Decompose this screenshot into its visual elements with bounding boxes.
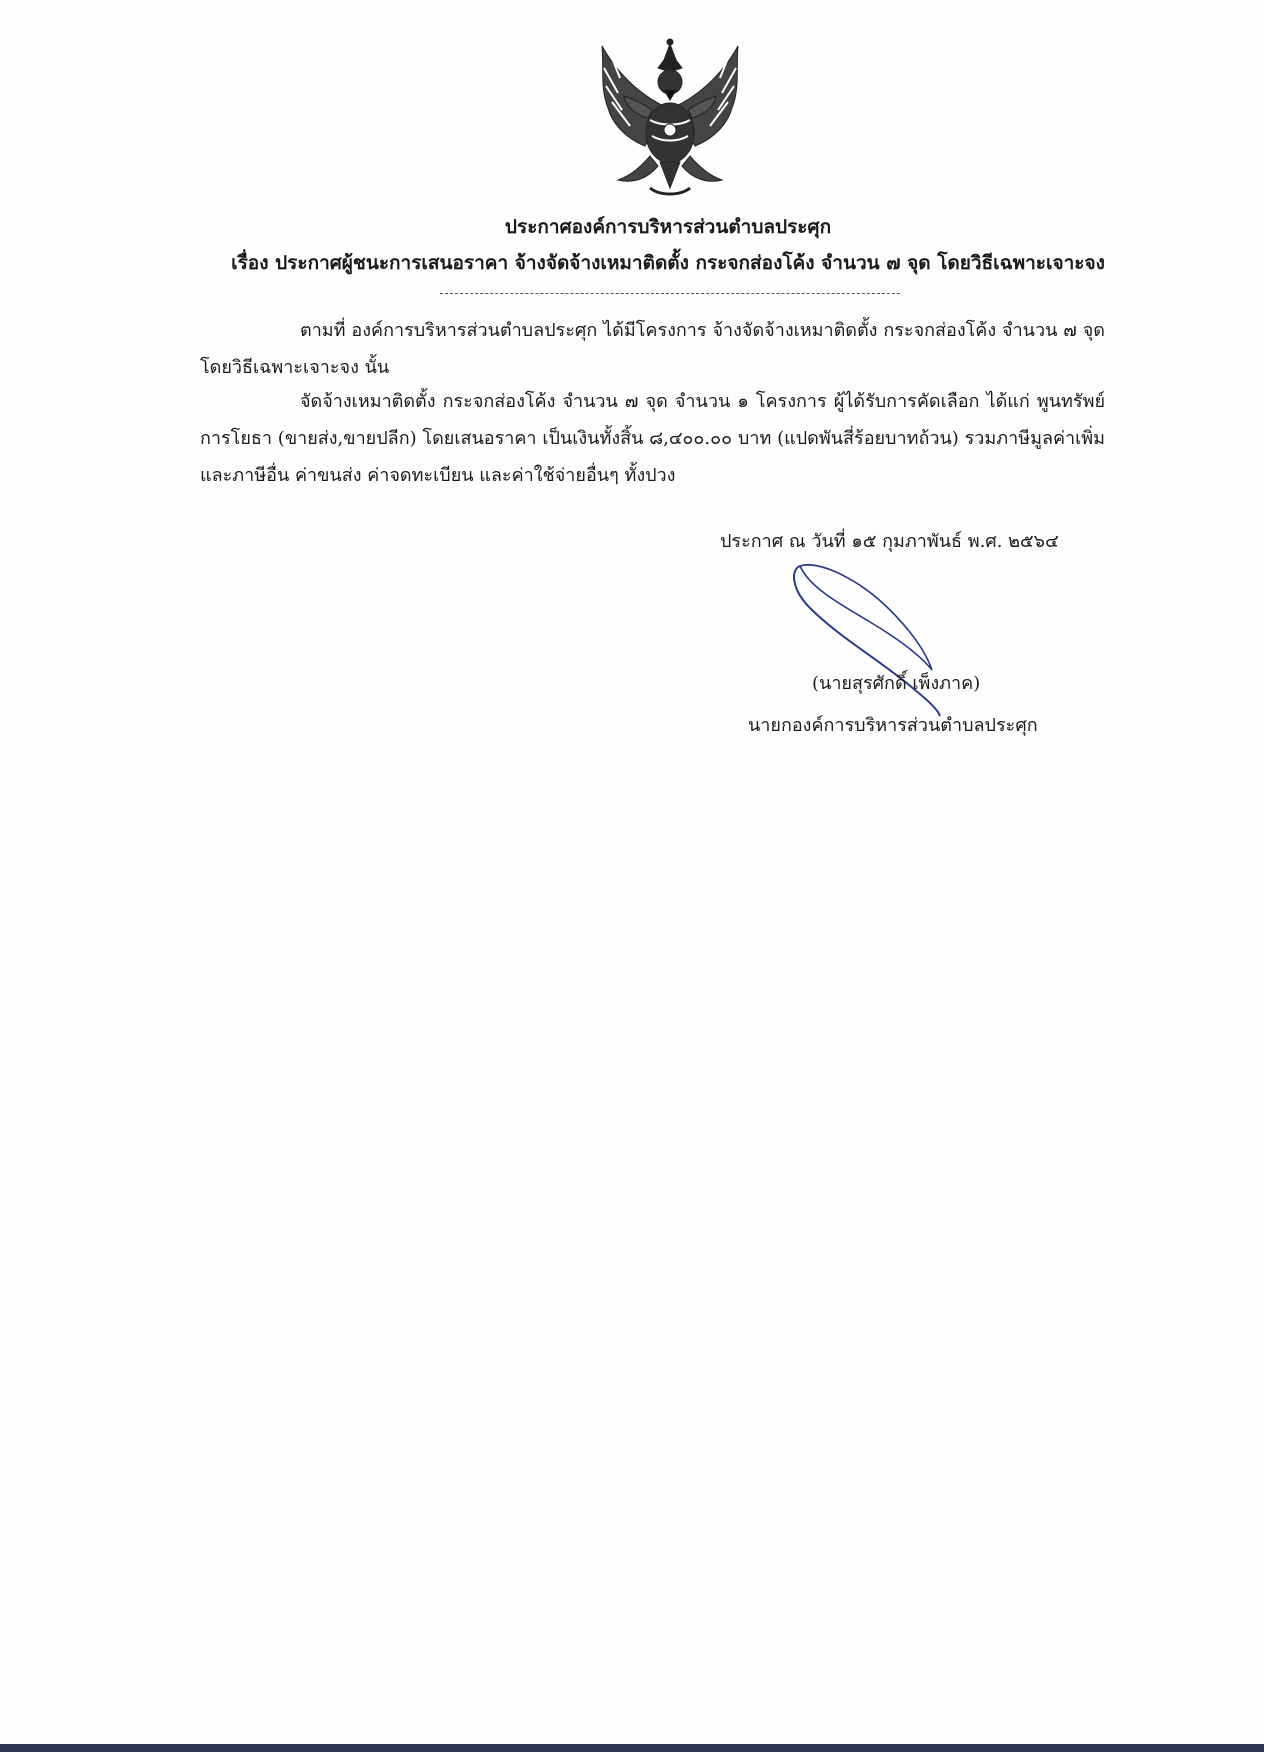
announcement-date: ประกาศ ณ วันที่ ๑๕ กุมภาพันธ์ พ.ศ. ๒๕๖๔ <box>720 531 1059 552</box>
paragraph-intro: ตามที่ องค์การบริหารส่วนตำบลประศุก ได้มีโครงการ จ้างจัดจ้างเหมาติดตั้ง กระจกส่องโค้ง จำนวน ๗ จุด โดยวิธีเฉพาะเจาะจง นั้น <box>200 320 1105 378</box>
garuda-emblem-icon <box>590 38 750 203</box>
document-subject: เรื่อง ประกาศผู้ชนะการเสนอราคา จ้างจัดจ้างเหมาติดตั้ง กระจกส่องโค้ง จำนวน ๗ จุด โดยวิธีเฉพาะเจาะจง <box>231 252 1105 274</box>
paragraph-award: จัดจ้างเหมาติดตั้ง กระจกส่องโค้ง จำนวน ๗ จุด จำนวน ๑ โครงการ ผู้ได้รับการคัดเลือก ได้แก่ พูนทรัพย์ การโยธา (ขายส่ง,ขายปลีก) โดยเสนอราคา เป็นเงินทั้งสิ้น ๘,๔๐๐.๐๐ บาท (แปดพันสี่ร้อยบาทถ้วน) รวมภาษีมูลค่าเพิ่มและภาษีอื่น ค่าขนส่ง ค่าจดทะเบียน และค่าใช้จ่ายอื่นๆ ทั้งปวง <box>200 391 1105 486</box>
signer-title: นายกองค์การบริหารส่วนตำบลประศุก <box>748 715 1038 736</box>
title-divider <box>440 293 900 294</box>
signer-name: (นายสุรศักดิ์ เพ็งภาค) <box>812 673 981 694</box>
scan-bottom-edge <box>0 1744 1264 1752</box>
document-title: ประกาศองค์การบริหารส่วนตำบลประศุก <box>504 216 832 238</box>
